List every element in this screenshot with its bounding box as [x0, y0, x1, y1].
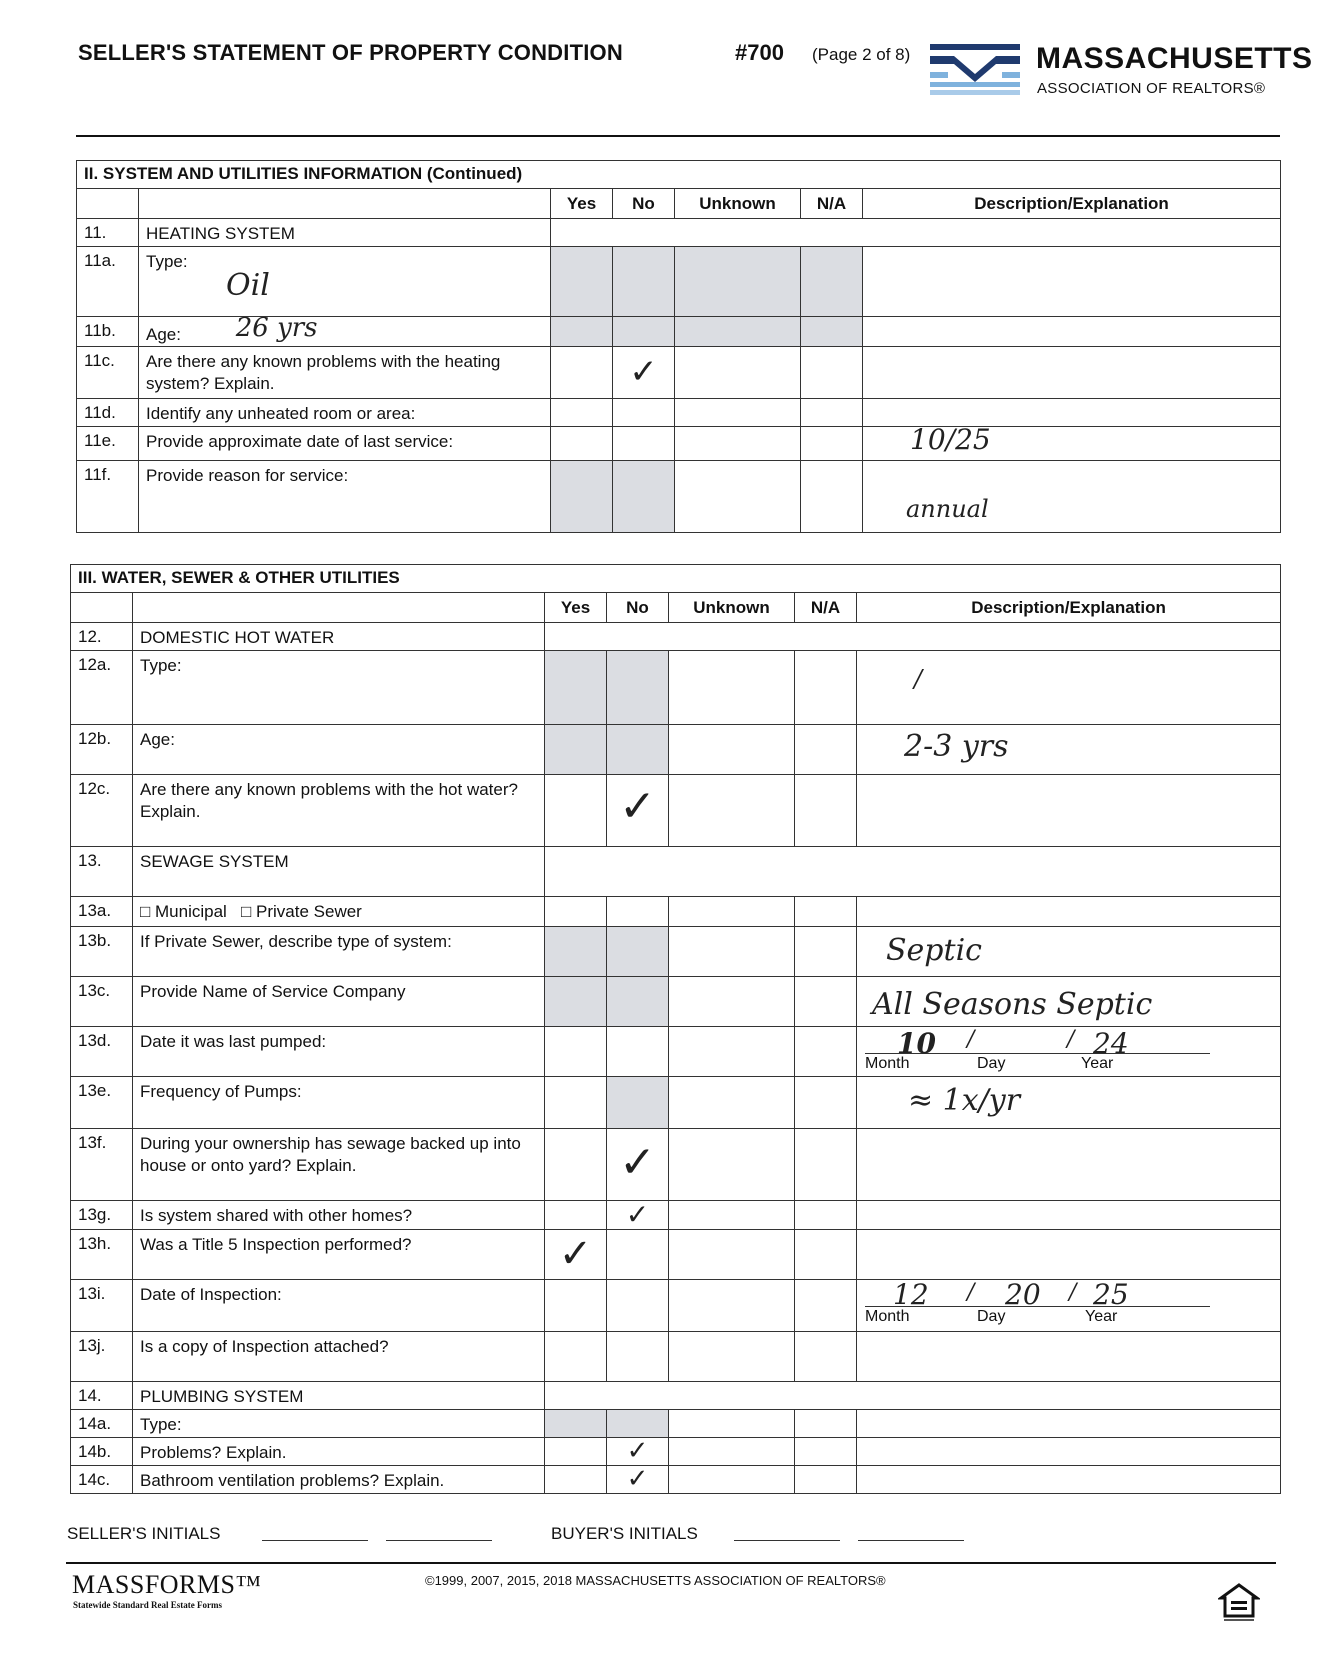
row-number: 13e. [71, 1077, 133, 1129]
no-cell[interactable] [607, 775, 669, 847]
handwritten-answer[interactable]: Oil [226, 268, 270, 303]
row-label: Bathroom ventilation problems? Explain. [133, 1466, 545, 1494]
massforms-logo: MASSFORMS™ [72, 1570, 262, 1599]
description-cell[interactable] [857, 1230, 1281, 1280]
month-label: Month [865, 1308, 910, 1325]
row-label: Are there any known problems with the heating system? Explain. [139, 347, 551, 399]
no-cell[interactable] [607, 1438, 669, 1466]
unknown-cell[interactable] [669, 1438, 795, 1466]
day-label: Day [977, 1055, 1006, 1072]
year-value: 25 [1093, 1279, 1129, 1311]
row-number: 14c. [71, 1466, 133, 1494]
no-cell[interactable] [613, 347, 675, 399]
row-label: Frequency of Pumps: [133, 1077, 545, 1129]
unknown-cell[interactable] [675, 347, 801, 399]
row-number: 11f. [77, 461, 139, 533]
description-cell[interactable] [863, 427, 1281, 461]
description-cell[interactable] [857, 1077, 1281, 1129]
day-value: 20 [1005, 1279, 1041, 1311]
description-cell[interactable] [857, 651, 1281, 725]
row-number: 11a. [77, 247, 139, 317]
row-label-plumbing-system: PLUMBING SYSTEM [133, 1382, 545, 1410]
date-of-inspection[interactable]: 12 / 20 / 25 Month Day Year [857, 1280, 1281, 1332]
row-label: If Private Sewer, describe type of system: [133, 927, 545, 977]
na-cell[interactable] [795, 1466, 857, 1494]
buyer-initial-field-1[interactable] [734, 1540, 840, 1541]
buyer-initials-label: BUYER'S INITIALS [551, 1524, 698, 1543]
row-label: Problems? Explain. [133, 1438, 545, 1466]
row-label-sewage-system: SEWAGE SYSTEM [133, 847, 545, 897]
mar-logo-icon [930, 44, 1020, 96]
row-label-heating-system: HEATING SYSTEM [139, 219, 551, 247]
row-label: Type: [133, 651, 545, 725]
row-number: 11b. [77, 317, 139, 347]
row-number: 11. [77, 219, 139, 247]
description-cell[interactable] [857, 1410, 1281, 1438]
row-label: Date it was last pumped: [133, 1027, 545, 1077]
yes-cell[interactable] [545, 1438, 607, 1466]
year-label: Year [1085, 1308, 1118, 1325]
handwritten-answer: Septic [886, 933, 982, 968]
row-number: 13b. [71, 927, 133, 977]
checkmark-icon: ✓ [626, 1465, 649, 1494]
checkmark-icon: ✓ [558, 1231, 593, 1277]
row-label: Identify any unheated room or area: [139, 399, 551, 427]
row-11a [139, 247, 551, 317]
massforms-tagline: Statewide Standard Real Estate Forms [73, 1600, 222, 1610]
form-title: SELLER'S STATEMENT OF PROPERTY CONDITION [78, 40, 623, 65]
description-cell[interactable] [863, 347, 1281, 399]
handwritten-answer[interactable]: 26 yrs [235, 316, 318, 343]
yes-cell[interactable] [545, 1201, 607, 1230]
row-label: Type: [146, 252, 188, 271]
description-cell[interactable] [857, 1201, 1281, 1230]
col-unknown: Unknown [675, 189, 801, 219]
description-cell[interactable] [857, 1438, 1281, 1466]
yes-cell[interactable] [545, 1466, 607, 1494]
row-label: Provide Name of Service Company [133, 977, 545, 1027]
checkbox-municipal[interactable]: □ [140, 902, 151, 921]
unknown-cell[interactable] [669, 1230, 795, 1280]
no-cell[interactable] [607, 1332, 669, 1382]
copyright-notice: ©1999, 2007, 2015, 2018 MASSACHUSETTS ASSOCIATION OF REALTORS® [425, 1573, 886, 1588]
description-cell[interactable] [857, 1332, 1281, 1382]
month-value: 12 [893, 1279, 929, 1311]
col-no: No [607, 593, 669, 623]
row-number: 13i. [71, 1280, 133, 1332]
na-cell[interactable] [795, 1201, 857, 1230]
month-value: 10 [897, 1027, 936, 1060]
checkmark-icon: ✓ [619, 1137, 656, 1188]
row-number: 11d. [77, 399, 139, 427]
handwritten-answer: 10/25 [910, 426, 991, 456]
yes-cell[interactable] [545, 1332, 607, 1382]
description-cell[interactable] [857, 927, 1281, 977]
seller-initial-field-2[interactable] [386, 1540, 492, 1541]
row-label: During your ownership has sewage backed up into house or onto yard? Explain. [133, 1129, 545, 1201]
row-label: Age: [146, 325, 181, 344]
row-number: 11e. [77, 427, 139, 461]
no-cell[interactable] [607, 1230, 669, 1280]
day-label: Day [977, 1308, 1006, 1325]
col-yes: Yes [551, 189, 613, 219]
org-subtitle: ASSOCIATION OF REALTORS® [1037, 80, 1266, 97]
row-number: 13a. [71, 897, 133, 927]
section-2-table [76, 160, 1281, 533]
header-divider [76, 135, 1280, 137]
description-cell[interactable] [863, 399, 1281, 427]
option-label: Municipal [155, 902, 227, 921]
row-number: 12a. [71, 651, 133, 725]
checkmark-icon: ✓ [619, 781, 656, 832]
col-yes: Yes [545, 593, 607, 623]
org-name: MASSACHUSETTS [1036, 42, 1313, 75]
row-number: 13h. [71, 1230, 133, 1280]
yes-cell[interactable] [545, 1230, 607, 1280]
yes-cell[interactable] [545, 775, 607, 847]
seller-initial-field-1[interactable] [262, 1540, 368, 1541]
checkbox-private-sewer[interactable]: □ [241, 902, 252, 921]
unknown-cell[interactable] [669, 1201, 795, 1230]
section-3-title: III. WATER, SEWER & OTHER UTILITIES [71, 565, 1281, 593]
handwritten-answer: / [914, 665, 923, 693]
row-label: Provide approximate date of last service: [139, 427, 551, 461]
na-cell[interactable] [795, 1332, 857, 1382]
na-cell[interactable] [801, 347, 863, 399]
handwritten-answer: ≈ 1x/yr [908, 1083, 1021, 1118]
no-cell[interactable] [607, 1201, 669, 1230]
unknown-cell[interactable] [669, 1332, 795, 1382]
row-number: 13c. [71, 977, 133, 1027]
page-indicator: (Page 2 of 8) [812, 45, 911, 64]
row-number: 11c. [77, 347, 139, 399]
row-number: 14. [71, 1382, 133, 1410]
col-no: No [613, 189, 675, 219]
month-label: Month [865, 1055, 910, 1072]
handwritten-answer: annual [906, 495, 989, 523]
row-number: 13j. [71, 1332, 133, 1382]
section-3-table [70, 564, 1281, 1494]
handwritten-answer: All Seasons Septic [872, 987, 1153, 1022]
row-label: Type: [133, 1410, 545, 1438]
option-label: Private Sewer [256, 902, 362, 921]
row-number: 12. [71, 623, 133, 651]
unknown-cell[interactable] [669, 1466, 795, 1494]
row-number: 12b. [71, 725, 133, 775]
col-na: N/A [795, 593, 857, 623]
row-number: 13f. [71, 1129, 133, 1201]
seller-initials-label: SELLER'S INITIALS [67, 1524, 221, 1543]
row-11b [139, 317, 551, 347]
row-label: Is a copy of Inspection attached? [133, 1332, 545, 1382]
checkmark-icon: ✓ [626, 1437, 649, 1466]
section-2-title: II. SYSTEM AND UTILITIES INFORMATION (Continued) [77, 161, 1281, 189]
na-cell[interactable] [795, 775, 857, 847]
handwritten-answer: 2-3 yrs [904, 729, 1009, 764]
row-number: 13. [71, 847, 133, 897]
col-description: Description/Explanation [857, 593, 1281, 623]
date-last-pumped[interactable]: 10 / / 24 Month Day Year [857, 1027, 1281, 1077]
no-cell[interactable] [607, 1466, 669, 1494]
description-cell[interactable] [863, 317, 1281, 347]
row-label: Provide reason for service: [139, 461, 551, 533]
description-cell[interactable] [857, 725, 1281, 775]
sewer-type-options [133, 897, 545, 927]
col-unknown: Unknown [669, 593, 795, 623]
year-label: Year [1081, 1055, 1114, 1072]
unknown-cell[interactable] [669, 775, 795, 847]
na-cell[interactable] [795, 1438, 857, 1466]
description-cell[interactable] [857, 775, 1281, 847]
col-na: N/A [801, 189, 863, 219]
description-cell[interactable] [857, 977, 1281, 1027]
year-value: 24 [1093, 1027, 1129, 1060]
row-label: Date of Inspection: [133, 1280, 545, 1332]
checkmark-icon: ✓ [625, 1200, 650, 1230]
row-number: 13g. [71, 1201, 133, 1230]
form-number: #700 [735, 40, 784, 65]
row-number: 14a. [71, 1410, 133, 1438]
buyer-initial-field-2[interactable] [858, 1540, 964, 1541]
row-label: Is system shared with other homes? [133, 1201, 545, 1230]
row-label: Age: [133, 725, 545, 775]
row-number: 12c. [71, 775, 133, 847]
equal-housing-icon [1218, 1582, 1260, 1624]
description-cell[interactable] [857, 1129, 1281, 1201]
na-cell[interactable] [795, 1230, 857, 1280]
no-cell[interactable] [607, 1129, 669, 1201]
row-number: 13d. [71, 1027, 133, 1077]
row-label-domestic-hot-water: DOMESTIC HOT WATER [133, 623, 545, 651]
col-description: Description/Explanation [863, 189, 1281, 219]
checkmark-icon: ✓ [629, 352, 658, 392]
row-label: Was a Title 5 Inspection performed? [133, 1230, 545, 1280]
description-cell[interactable] [857, 1466, 1281, 1494]
row-label: Are there any known problems with the hot water? Explain. [133, 775, 545, 847]
row-number: 14b. [71, 1438, 133, 1466]
yes-cell[interactable] [551, 347, 613, 399]
description-cell[interactable] [863, 247, 1281, 317]
description-cell[interactable] [863, 461, 1281, 533]
footer-divider [66, 1562, 1276, 1564]
na-cell[interactable] [795, 1129, 857, 1201]
unknown-cell[interactable] [669, 1129, 795, 1201]
yes-cell[interactable] [545, 1129, 607, 1201]
